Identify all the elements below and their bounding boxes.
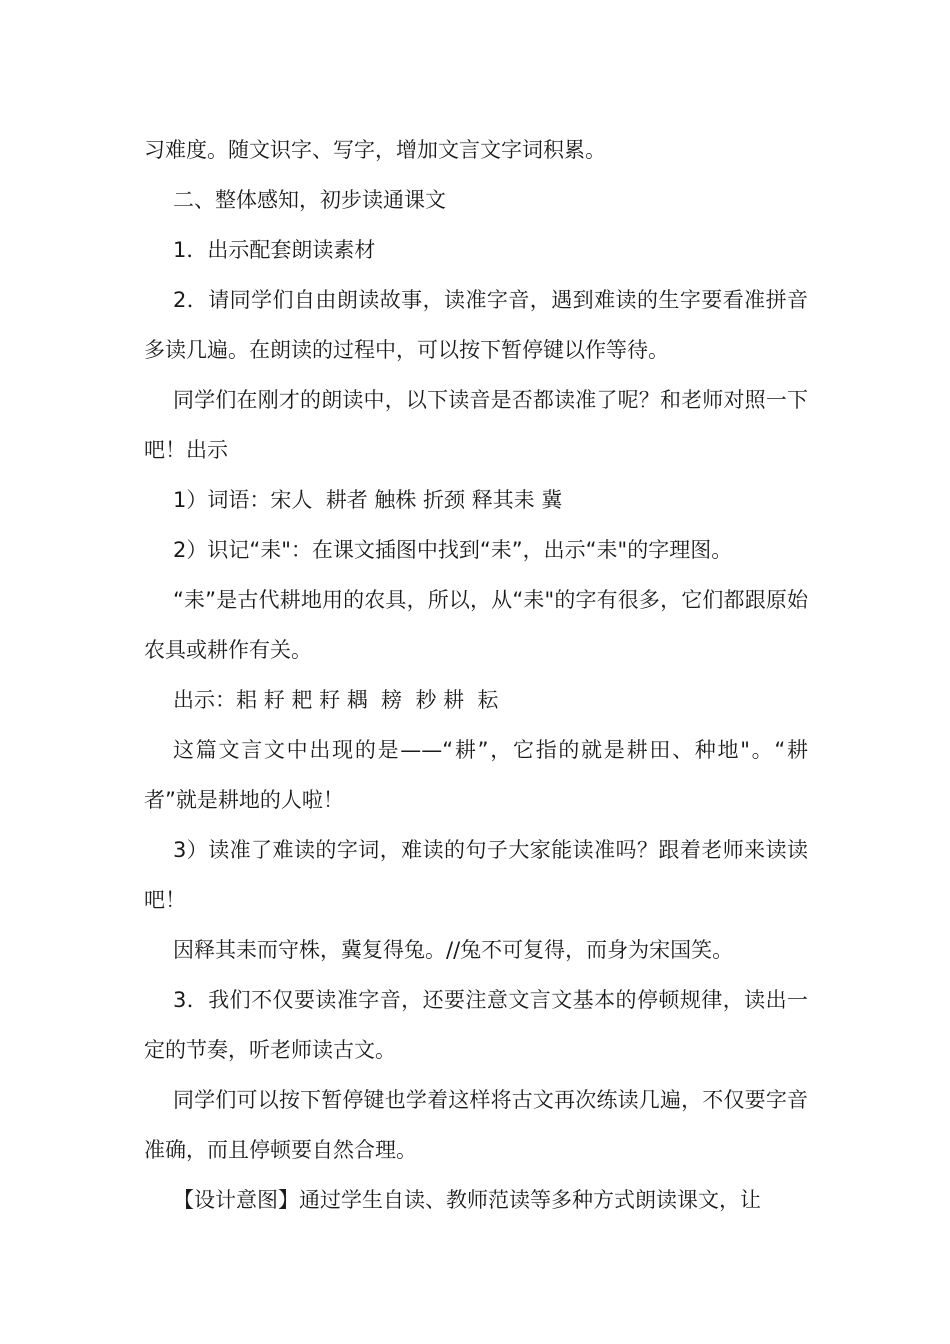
paragraph-4: 同学们在刚才的朗读中，以下读音是否都读准了呢？和老师对照一下吧！出示 — [144, 388, 808, 462]
paragraph-11: 因释其耒而守株，冀复得兔。//兔不可复得，而身为宋国笑。 — [173, 938, 734, 962]
section-heading: 二、整体感知，初步读通课文 — [173, 188, 446, 212]
document-body — [144, 125, 808, 1225]
paragraph-10: 3）读准了难读的字词，难读的句子大家能读准吗？跟着老师来读读吧！ — [144, 838, 808, 912]
paragraph-6: 2）识记“耒"：在课文插图中找到“耒”，出示“耒"的字理图。 — [173, 538, 733, 562]
paragraph-13: 同学们可以按下暂停键也学着这样将古文再次练读几遍，不仅要字音准确，而且停顿要自然合理。 — [144, 1088, 808, 1162]
paragraph-8: 出示：耜 耔 耙 耔 耦 耪 耖 耕 耘 — [173, 688, 499, 712]
paragraph-12: 3．我们不仅要读准字音，还要注意文言文基本的停顿规律，读出一定的节奏，听老师读古文。 — [144, 988, 808, 1062]
paragraph-2: 1．出示配套朗读素材 — [173, 238, 376, 262]
paragraph-14: 【设计意图】通过学生自读、教师范读等多种方式朗读课文，让 — [173, 1188, 761, 1212]
paragraph-0: 习难度。随文识字、写字，增加文言文字词积累。 — [144, 138, 606, 162]
paragraph-5: 1）词语：宋人 耕者 触株 折颈 释其耒 冀 — [173, 488, 563, 512]
paragraph-9: 这篇文言文中出现的是——“耕”，它指的就是耕田、种地"。“耕者”就是耕地的人啦！ — [144, 738, 808, 812]
paragraph-7: “耒”是古代耕地用的农具，所以，从“耒"的字有很多，它们都跟原始农具或耕作有关。 — [144, 588, 808, 662]
paragraph-3: 2．请同学们自由朗读故事，读准字音，遇到难读的生字要看准拼音多读几遍。在朗读的过程中，可以按下暂停键以作等待。 — [144, 288, 808, 362]
